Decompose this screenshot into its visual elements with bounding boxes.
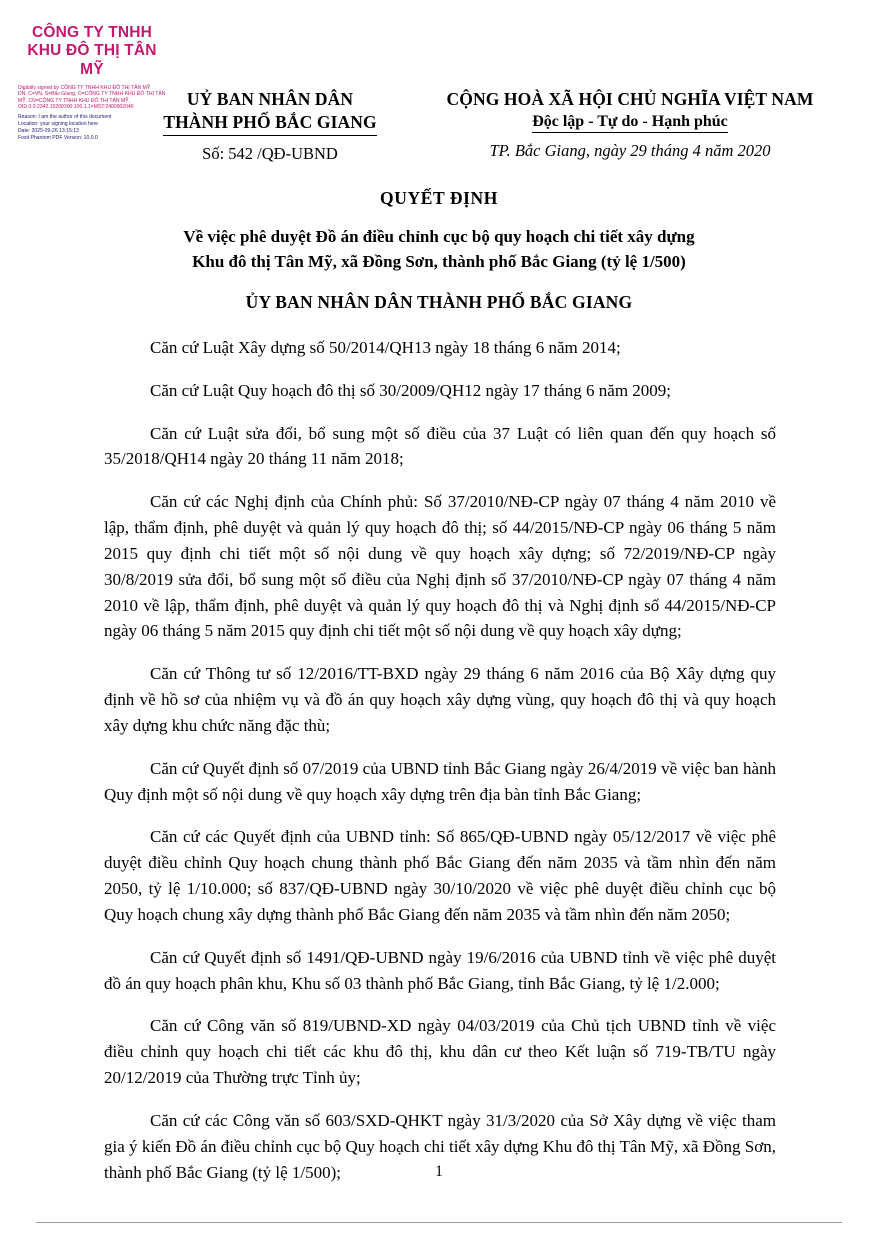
body-paragraph: Căn cứ Luật sửa đổi, bổ sung một số điều của 37 Luật có liên quan đến quy hoạch số 35/2018/QH14 ngày 20 tháng 11 năm 2018;: [104, 423, 776, 469]
signature-detail-line-2: DN: C=VN, S=Bắc Giang, O=CÔNG TY TNHH KHU ĐÔ THỊ TÂN MỸ, CN=CÔNG TY TNHH KHU ĐÔ THỊ TÂN MỸ, OID.0.9.2342.19200300.100.1.1=MST:2400902046: [18, 91, 167, 111]
body-paragraph: Căn cứ Công văn số 819/UBND-XD ngày 04/03/2019 của Chủ tịch UBND tỉnh về việc điều chỉnh quy hoạch chi tiết các khu đô thị, khu dân cư theo Kết luận số 719-TB/TU ngày 20/12/2019 của Thường trực Tỉnh ủy;: [104, 1016, 776, 1088]
national-motto: Độc lập - Tự do - Hạnh phúc: [532, 113, 728, 133]
signature-detail-line-3: Reason: I am the author of this document: [18, 113, 112, 120]
body-paragraph: Căn cứ Luật Quy hoạch đô thị số 30/2009/QH12 ngày 17 tháng 6 năm 2009;: [150, 380, 672, 400]
place-and-date: TP. Bắc Giang, ngày 29 tháng 4 năm 2020: [489, 141, 771, 161]
document-subject-line-2: Khu đô thị Tân Mỹ, xã Đồng Sơn, thành phố Bắc Giang (tỷ lệ 1/500): [192, 251, 686, 271]
footer-divider: [36, 1222, 842, 1223]
authority-line-1: UỶ BAN NHÂN DÂN: [186, 89, 354, 109]
body-paragraph: Căn cứ Quyết định số 1491/QĐ-UBND ngày 19/6/2016 của UBND tỉnh về việc phê duyệt đồ án quy hoạch phân khu, Khu số 03 thành phố Bắc Giang, tỉnh Bắc Giang, tỷ lệ 1/2.000;: [104, 947, 776, 993]
signature-detail-line-4: Location: your signing location here: [18, 120, 99, 127]
body-paragraph: Căn cứ Luật Xây dựng số 50/2014/QH13 ngày 18 tháng 6 năm 2014;: [150, 338, 621, 357]
signature-detail-line-5: Date: 2025-09-26 13:15:13: [18, 127, 79, 134]
signature-company-name: CÔNG TY TNHH KHU ĐÔ THỊ TÂN MỸ: [27, 24, 157, 78]
signature-detail-line-1: Digitally signed by CÔNG TY TNHH KHU ĐÔ THỊ TÂN MỸ: [18, 84, 151, 91]
body-paragraph: Căn cứ các Nghị định của Chính phủ: Số 37/2010/NĐ-CP ngày 07 tháng 4 năm 2010 về lập, thẩm định, phê duyệt và quản lý quy hoạch đô thị; số 44/2015/NĐ-CP ngày 06 tháng 5 năm 2015 quy định chi tiết một số nội dung về quy hoạch xây dựng; số 72/2019/NĐ-CP ngày 30/8/2019 sửa đổi, bổ sung một số điều của Nghị định số 37/2010/NĐ-CP ngày 07 tháng 4 năm 2010 về lập, thẩm định, phê duyệt và quản lý quy hoạch đô thị và Nghị định số 44/2015/NĐ-CP ngày 06 tháng 5 năm 2015 quy định chi tiết một số nội dung về quy hoạch xây dựng;: [104, 492, 776, 641]
document-subject: [0, 225, 878, 274]
document-body: [104, 318, 776, 1193]
page-number: 1: [435, 1163, 443, 1180]
authority-line-2: THÀNH PHỐ BẮC GIANG: [163, 111, 376, 136]
document-number: Số: 542 /QĐ-UBND: [202, 144, 338, 164]
body-paragraph: Căn cứ Thông tư số 12/2016/TT-BXD ngày 29 tháng 6 năm 2016 của Bộ Xây dựng quy định về hồ sơ của nhiệm vụ và đồ án quy hoạch xây dựng vùng, quy hoạch đô thị và quy hoạch xây dựng khu chức năng đặc thù;: [104, 664, 776, 735]
issuing-body-heading: ỦY BAN NHÂN DÂN THÀNH PHỐ BẮC GIANG: [245, 292, 633, 313]
document-header: [0, 88, 878, 164]
body-paragraph: Căn cứ các Quyết định của UBND tỉnh: Số 865/QĐ-UBND ngày 05/12/2017 về việc phê duyệt điều chỉnh Quy hoạch chung thành phố Bắc Giang đến năm 2035 và tầm nhìn đến năm 2050, tỷ lệ 1/10.000; số 837/QĐ-UBND ngày 30/10/2020 về việc phê duyệt điều chỉnh cục bộ Quy hoạch chung xây dựng thành phố Bắc Giang đến năm 2035 và tầm nhìn đến năm 2050;: [104, 827, 776, 924]
body-paragraph: Căn cứ Quyết định số 07/2019 của UBND tỉnh Bắc Giang ngày 26/4/2019 về việc ban hành Quy định một số nội dung về quy hoạch xây dựng trên địa bàn tỉnh Bắc Giang;: [104, 758, 776, 804]
signature-detail-line-6: Foxit Phantom PDF Version: 10.0.0: [18, 134, 98, 141]
national-title: CỘNG HOÀ XÃ HỘI CHỦ NGHĨA VIỆT NAM: [446, 89, 814, 109]
document-type-title: QUYẾT ĐỊNH: [380, 188, 498, 208]
document-subject-line-1: Về việc phê duyệt Đồ án điều chỉnh cục bộ quy hoạch chi tiết xây dựng: [183, 227, 695, 246]
title-block: [0, 188, 878, 313]
national-heading-block: [440, 88, 878, 164]
body-paragraph: Căn cứ các Công văn số 603/SXD-QHKT ngày 31/3/2020 của Sở Xây dựng về việc tham gia ý kiến Đồ án điều chỉnh cục bộ Quy hoạch chi tiết xây dựng Khu đô thị Tân Mỹ, xã Đồng Sơn, thành phố Bắc Giang (tỷ lệ 1/500);: [104, 1110, 776, 1182]
issuing-authority-block: [100, 88, 440, 164]
